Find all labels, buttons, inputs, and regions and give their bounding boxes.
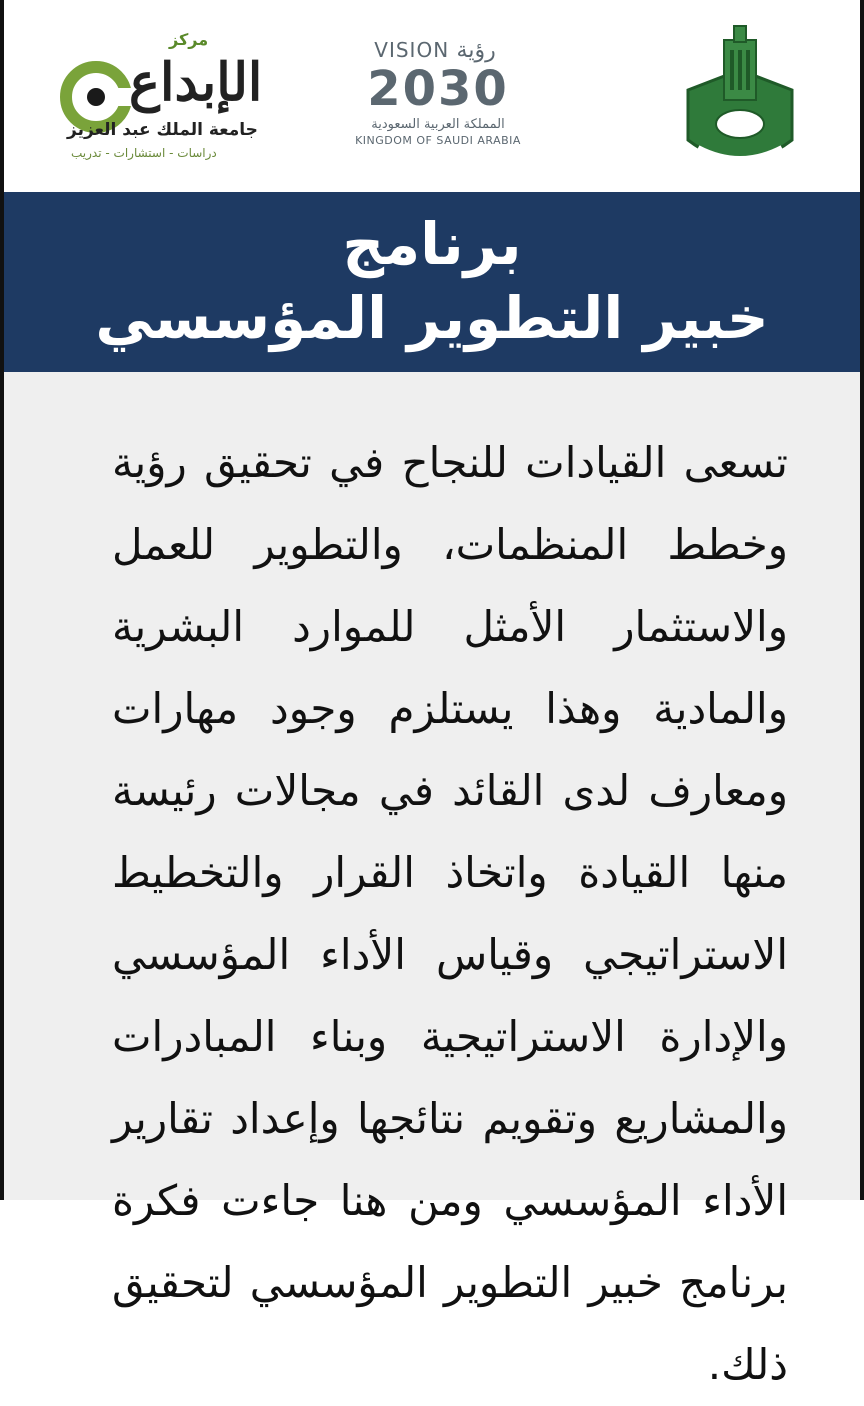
description-section	[4, 372, 860, 1389]
ibdaa-center-logo	[59, 30, 263, 170]
banner-line-2: خبير التطوير المؤسسي	[95, 284, 769, 352]
vision-2030-logo	[338, 38, 538, 168]
ibdaa-tagline: دراسات - استشارات - تدريب	[71, 146, 217, 160]
kingdom-name-ar: المملكة العربية السعودية	[371, 117, 505, 132]
program-title-banner	[4, 192, 860, 372]
vision-title	[338, 38, 538, 63]
program-description: تسعى القيادات للنجاح في تحقيق رؤية وخطط المنظمات، والتطوير للعمل والاستثمار الأمثل للموارد البشرية والمادية وهذا يستلزم وجود مهارات ومعارف لدى القائد في مجالات رئيسة منها القيادة واتخاذ القرار والتخطيط الاستراتيجي وقياس الأداء المؤسسي والإدارة الاستراتيجية وبناء المبادرات والمشاريع وتقويم نتائجها وإعداد تقارير الأداء المؤسسي ومن هنا جاءت فكرة برنامج خبير التطوير المؤسسي لتحقيق ذلك.	[112, 438, 788, 1389]
kau-crest-icon	[678, 20, 802, 180]
vision-year: 2030	[367, 61, 509, 117]
vision-en: VISION	[374, 38, 450, 62]
ibdaa-university: جامعة الملك عبد العزيز	[67, 120, 258, 140]
kingdom-name-en: KINGDOM OF SAUDI ARABIA	[355, 134, 521, 147]
ibdaa-markaz-label: مركز	[169, 30, 209, 49]
ibdaa-name: الإبداع	[129, 52, 263, 113]
logo-header	[4, 0, 860, 192]
banner-line-1: برنامج	[342, 210, 522, 278]
vision-ar: رؤية	[456, 38, 496, 63]
right-frame-border	[860, 0, 864, 1200]
